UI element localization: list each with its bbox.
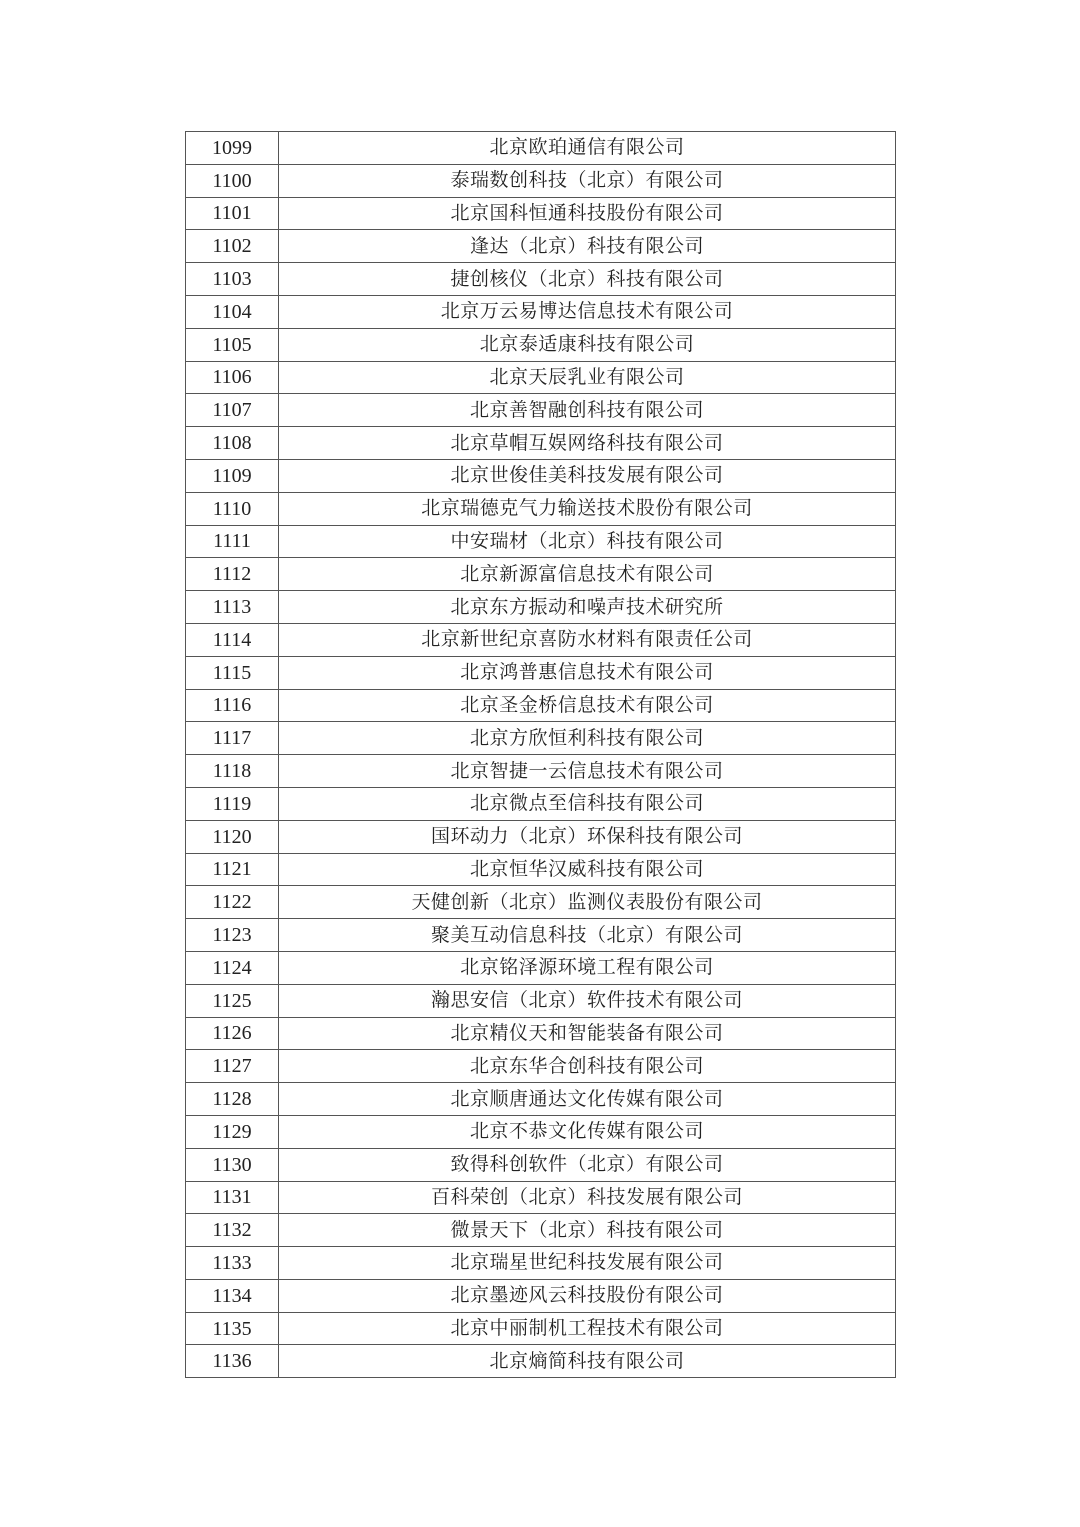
row-number-cell: 1106 (186, 361, 279, 394)
row-number-cell: 1134 (186, 1279, 279, 1312)
table-row (186, 328, 896, 361)
row-number-cell: 1126 (186, 1017, 279, 1050)
row-number-cell: 1121 (186, 853, 279, 886)
row-number-cell: 1116 (186, 689, 279, 722)
company-name-cell: 北京东华合创科技有限公司 (279, 1050, 896, 1083)
table-row (186, 1247, 896, 1280)
company-name-cell: 北京鸿普惠信息技术有限公司 (279, 656, 896, 689)
row-number-cell: 1133 (186, 1247, 279, 1280)
company-name-cell: 瀚思安信（北京）软件技术有限公司 (279, 984, 896, 1017)
row-number-cell: 1132 (186, 1214, 279, 1247)
company-name-cell: 北京铭泽源环境工程有限公司 (279, 951, 896, 984)
row-number-cell: 1127 (186, 1050, 279, 1083)
company-name-cell: 北京不恭文化传媒有限公司 (279, 1115, 896, 1148)
row-number-cell: 1124 (186, 951, 279, 984)
row-number-cell: 1113 (186, 591, 279, 624)
table-row (186, 623, 896, 656)
company-name-cell: 北京新世纪京喜防水材料有限责任公司 (279, 623, 896, 656)
company-name-cell: 泰瑞数创科技（北京）有限公司 (279, 164, 896, 197)
row-number-cell: 1125 (186, 984, 279, 1017)
company-name-cell: 逢达（北京）科技有限公司 (279, 230, 896, 263)
row-number-cell: 1109 (186, 459, 279, 492)
table-row (186, 164, 896, 197)
company-name-cell: 北京熵简科技有限公司 (279, 1345, 896, 1378)
row-number-cell: 1131 (186, 1181, 279, 1214)
table-row (186, 591, 896, 624)
table-body (186, 132, 896, 1378)
table-row (186, 1345, 896, 1378)
table-row (186, 853, 896, 886)
company-name-cell: 微景天下（北京）科技有限公司 (279, 1214, 896, 1247)
table-row (186, 755, 896, 788)
company-name-cell: 天健创新（北京）监测仪表股份有限公司 (279, 886, 896, 919)
table-row (186, 984, 896, 1017)
company-name-cell: 北京东方振动和噪声技术研究所 (279, 591, 896, 624)
company-name-cell: 百科荣创（北京）科技发展有限公司 (279, 1181, 896, 1214)
row-number-cell: 1112 (186, 558, 279, 591)
row-number-cell: 1118 (186, 755, 279, 788)
table-row (186, 1279, 896, 1312)
row-number-cell: 1117 (186, 722, 279, 755)
company-name-cell: 捷创核仪（北京）科技有限公司 (279, 263, 896, 296)
table-row (186, 919, 896, 952)
table-row (186, 656, 896, 689)
table-row (186, 689, 896, 722)
company-name-cell: 北京圣金桥信息技术有限公司 (279, 689, 896, 722)
table-row (186, 1115, 896, 1148)
company-list-table (185, 131, 896, 1378)
table-row (186, 1148, 896, 1181)
row-number-cell: 1114 (186, 623, 279, 656)
company-name-cell: 北京世俊佳美科技发展有限公司 (279, 459, 896, 492)
table-row (186, 492, 896, 525)
table-row (186, 1312, 896, 1345)
table-row (186, 886, 896, 919)
row-number-cell: 1099 (186, 132, 279, 165)
row-number-cell: 1120 (186, 820, 279, 853)
row-number-cell: 1135 (186, 1312, 279, 1345)
table-row (186, 1050, 896, 1083)
company-name-cell: 北京欧珀通信有限公司 (279, 132, 896, 165)
table-row (186, 1083, 896, 1116)
table-row (186, 1214, 896, 1247)
table-row (186, 525, 896, 558)
row-number-cell: 1103 (186, 263, 279, 296)
table-row (186, 263, 896, 296)
company-name-cell: 北京瑞德克气力输送技术股份有限公司 (279, 492, 896, 525)
row-number-cell: 1111 (186, 525, 279, 558)
row-number-cell: 1104 (186, 295, 279, 328)
table-row (186, 1017, 896, 1050)
table-row (186, 1181, 896, 1214)
table-row (186, 951, 896, 984)
company-name-cell: 北京中丽制机工程技术有限公司 (279, 1312, 896, 1345)
company-name-cell: 北京草帽互娱网络科技有限公司 (279, 427, 896, 460)
row-number-cell: 1136 (186, 1345, 279, 1378)
table-row (186, 394, 896, 427)
row-number-cell: 1129 (186, 1115, 279, 1148)
company-name-cell: 北京天辰乳业有限公司 (279, 361, 896, 394)
company-name-cell: 北京顺唐通达文化传媒有限公司 (279, 1083, 896, 1116)
company-name-cell: 北京方欣恒利科技有限公司 (279, 722, 896, 755)
table-row (186, 820, 896, 853)
row-number-cell: 1130 (186, 1148, 279, 1181)
company-name-cell: 北京微点至信科技有限公司 (279, 787, 896, 820)
row-number-cell: 1108 (186, 427, 279, 460)
company-name-cell: 聚美互动信息科技（北京）有限公司 (279, 919, 896, 952)
company-name-cell: 北京善智融创科技有限公司 (279, 394, 896, 427)
table-row (186, 427, 896, 460)
row-number-cell: 1122 (186, 886, 279, 919)
table-row (186, 197, 896, 230)
table-row (186, 230, 896, 263)
company-name-cell: 北京泰适康科技有限公司 (279, 328, 896, 361)
row-number-cell: 1101 (186, 197, 279, 230)
row-number-cell: 1128 (186, 1083, 279, 1116)
row-number-cell: 1105 (186, 328, 279, 361)
company-name-cell: 北京智捷一云信息技术有限公司 (279, 755, 896, 788)
table-row (186, 459, 896, 492)
company-name-cell: 国环动力（北京）环保科技有限公司 (279, 820, 896, 853)
row-number-cell: 1115 (186, 656, 279, 689)
company-name-cell: 北京恒华汉威科技有限公司 (279, 853, 896, 886)
row-number-cell: 1123 (186, 919, 279, 952)
company-name-cell: 中安瑞材（北京）科技有限公司 (279, 525, 896, 558)
company-name-cell: 北京万云易博达信息技术有限公司 (279, 295, 896, 328)
table-row (186, 558, 896, 591)
row-number-cell: 1102 (186, 230, 279, 263)
company-name-cell: 北京新源富信息技术有限公司 (279, 558, 896, 591)
table-row (186, 787, 896, 820)
table-row (186, 132, 896, 165)
company-name-cell: 北京精仪天和智能装备有限公司 (279, 1017, 896, 1050)
company-name-cell: 致得科创软件（北京）有限公司 (279, 1148, 896, 1181)
table-row (186, 361, 896, 394)
company-name-cell: 北京墨迹风云科技股份有限公司 (279, 1279, 896, 1312)
row-number-cell: 1119 (186, 787, 279, 820)
row-number-cell: 1107 (186, 394, 279, 427)
company-name-cell: 北京国科恒通科技股份有限公司 (279, 197, 896, 230)
table-row (186, 295, 896, 328)
table-row (186, 722, 896, 755)
row-number-cell: 1110 (186, 492, 279, 525)
company-name-cell: 北京瑞星世纪科技发展有限公司 (279, 1247, 896, 1280)
row-number-cell: 1100 (186, 164, 279, 197)
